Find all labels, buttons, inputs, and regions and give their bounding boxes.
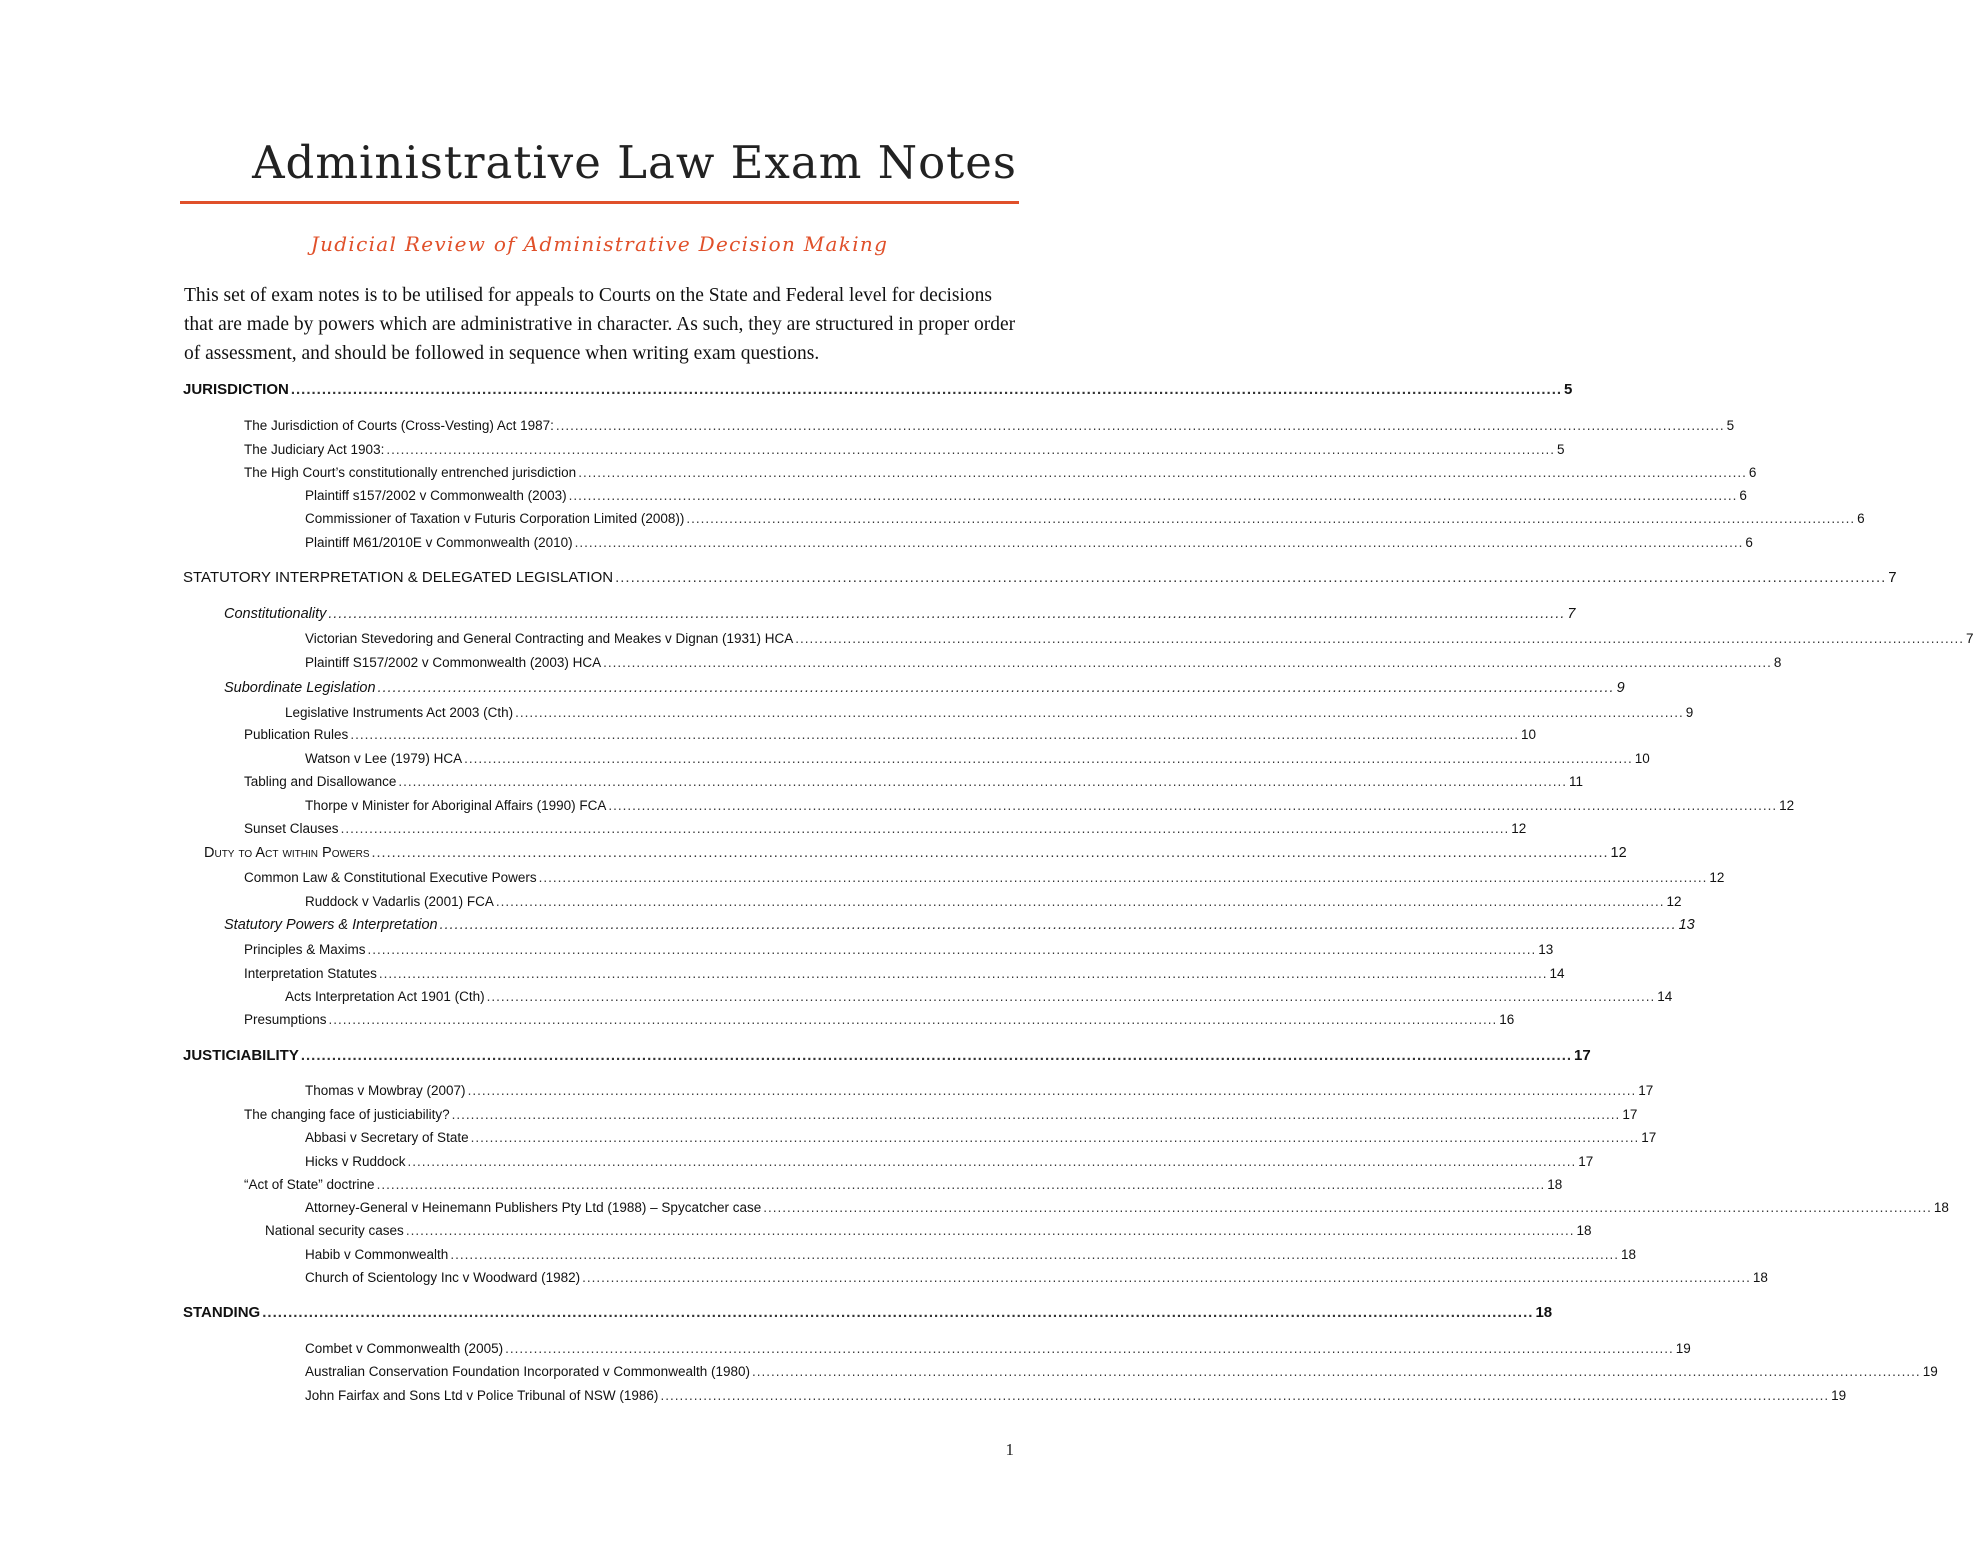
toc-leader-dots: ......................................................................................................................................................................................................................................................: [582, 1270, 1751, 1285]
toc-entry-page: 7: [1965, 631, 1973, 646]
toc-entry-title: Plaintiff s157/2002 v Commonwealth (2003): [305, 488, 567, 503]
toc-entry-title: Combet v Commonwealth (2005): [305, 1341, 504, 1356]
toc-entry-title: Principles & Maxims: [244, 942, 366, 957]
toc-entry-page: 8: [1773, 655, 1782, 670]
toc-entry[interactable]: [183, 1304, 1553, 1321]
toc-leader-dots: ......................................................................................................................................................................................................................................................: [763, 1200, 1932, 1215]
document-subtitle: Judicial Review of Administrative Decision Making: [310, 232, 889, 256]
toc-entry-title: John Fairfax and Sons Ltd v Police Tribunal of NSW (1986): [305, 1388, 659, 1403]
toc-entry-title: Attorney-General v Heinemann Publishers Pty Ltd (1988) – Spycatcher case: [305, 1200, 762, 1215]
toc-entry-page: 6: [1739, 488, 1747, 503]
toc-entry-page: 18: [1576, 1223, 1592, 1238]
toc-entry-page: 19: [1675, 1341, 1691, 1356]
toc-leader-dots: ......................................................................................................................................................................................................................................................: [290, 381, 1563, 398]
toc-entry-page: 12: [1511, 821, 1527, 836]
toc-entry-page: 5: [1564, 381, 1573, 398]
toc-leader-dots: ......................................................................................................................................................................................................................................................: [300, 1047, 1573, 1064]
toc-entry[interactable]: [244, 1107, 1638, 1122]
toc-leader-dots: ......................................................................................................................................................................................................................................................: [603, 655, 1772, 670]
toc-entry-page: 14: [1549, 966, 1565, 981]
toc-entry[interactable]: [305, 1270, 1768, 1285]
toc-entry[interactable]: [224, 680, 1625, 696]
toc-entry[interactable]: [305, 1388, 1847, 1403]
toc-entry-page: 7: [1567, 606, 1576, 622]
toc-leader-dots: ......................................................................................................................................................................................................................................................: [470, 1130, 1640, 1145]
toc-entry-page: 18: [1933, 1200, 1949, 1215]
toc-entry[interactable]: [244, 418, 1735, 433]
toc-entry-page: 13: [1678, 917, 1695, 933]
toc-entry[interactable]: [244, 465, 1757, 480]
toc-entry-page: 17: [1641, 1130, 1657, 1145]
toc-entry[interactable]: [224, 917, 1695, 933]
toc-leader-dots: ......................................................................................................................................................................................................................................................: [378, 966, 1548, 981]
toc-entry-page: 14: [1657, 989, 1673, 1004]
toc-leader-dots: ......................................................................................................................................................................................................................................................: [752, 1364, 1921, 1379]
toc-entry-page: 6: [1745, 535, 1753, 550]
toc-entry-page: 18: [1547, 1177, 1563, 1192]
toc-entry[interactable]: [305, 1200, 1949, 1215]
toc-entry[interactable]: [305, 631, 1973, 646]
toc-entry-page: 9: [1685, 705, 1694, 720]
toc-leader-dots: ......................................................................................................................................................................................................................................................: [439, 917, 1677, 933]
toc-entry[interactable]: [305, 1130, 1657, 1145]
toc-entry[interactable]: [244, 821, 1527, 836]
toc-entry[interactable]: [204, 845, 1627, 861]
toc-entry-page: 17: [1578, 1154, 1594, 1169]
toc-entry[interactable]: [244, 727, 1537, 742]
toc-entry-page: 6: [1857, 511, 1865, 526]
toc-leader-dots: ......................................................................................................................................................................................................................................................: [450, 1247, 1619, 1262]
toc-entry[interactable]: [244, 966, 1565, 981]
toc-leader-dots: ......................................................................................................................................................................................................................................................: [467, 1083, 1637, 1098]
toc-entry[interactable]: [244, 774, 1584, 789]
toc-entry[interactable]: [305, 1154, 1594, 1169]
toc-entry-page: 12: [1666, 894, 1682, 909]
toc-entry-title: Victorian Stevedoring and General Contracting and Meakes v Dignan (1931) HCA: [305, 631, 794, 646]
toc-entry-page: 11: [1569, 774, 1584, 789]
toc-entry[interactable]: [305, 1083, 1654, 1098]
toc-entry[interactable]: [224, 606, 1576, 622]
toc-entry-title: Acts Interpretation Act 1901 (Cth): [285, 989, 485, 1004]
toc-entry-page: 18: [1621, 1247, 1637, 1262]
toc-leader-dots: ......................................................................................................................................................................................................................................................: [328, 606, 1566, 622]
intro-paragraph: This set of exam notes is to be utilised for appeals to Courts on the State and Federal level for decisions that are made by powers which are administrative in character. As such, they are structured in proper order of assessment, and should be followed in sequence when writing exam questions.: [184, 285, 1016, 364]
toc-leader-dots: ......................................................................................................................................................................................................................................................: [568, 488, 1738, 503]
toc-entry-title: STATUTORY INTERPRETATION & DELEGATED LEGISLATION: [183, 569, 614, 586]
toc-entry-page: 17: [1574, 1047, 1591, 1064]
toc-leader-dots: ......................................................................................................................................................................................................................................................: [615, 569, 1887, 586]
toc-entry-title: Publication Rules: [244, 727, 349, 742]
toc-entry-page: 9: [1616, 680, 1625, 696]
toc-entry-title: Thorpe v Minister for Aboriginal Affairs (1990) FCA: [305, 798, 607, 813]
toc-entry-title: JURISDICTION: [183, 381, 289, 398]
toc-entry[interactable]: [244, 942, 1554, 957]
toc-entry-page: 18: [1535, 1304, 1553, 1321]
toc-entry-title: Watson v Lee (1979) HCA: [305, 751, 463, 766]
toc-entry[interactable]: [265, 1223, 1592, 1238]
page-number: 1: [1005, 1440, 1014, 1459]
toc-entry-title: Statutory Powers & Interpretation: [224, 917, 438, 933]
toc-entry[interactable]: [183, 381, 1573, 398]
toc-entry-title: Presumptions: [244, 1012, 327, 1027]
toc-leader-dots: ......................................................................................................................................................................................................................................................: [371, 845, 1609, 861]
toc-entry-title: Abbasi v Secretary of State: [305, 1130, 469, 1145]
toc-leader-dots: ......................................................................................................................................................................................................................................................: [262, 1304, 1534, 1321]
toc-entry[interactable]: [183, 569, 1897, 586]
toc-entry[interactable]: [305, 511, 1865, 526]
toc-entry[interactable]: [305, 894, 1682, 909]
toc-leader-dots: ......................................................................................................................................................................................................................................................: [350, 727, 1519, 742]
toc-entry-title: Thomas v Mowbray (2007): [305, 1083, 466, 1098]
toc-leader-dots: ......................................................................................................................................................................................................................................................: [340, 821, 1510, 836]
toc-entry-title: Plaintiff S157/2002 v Commonwealth (2003) HCA: [305, 655, 602, 670]
toc-entry[interactable]: [305, 1341, 1691, 1356]
toc-leader-dots: ......................................................................................................................................................................................................................................................: [515, 705, 1684, 720]
toc-entry-page: 10: [1521, 727, 1537, 742]
toc-entry-page: 17: [1638, 1083, 1654, 1098]
toc-leader-dots: ......................................................................................................................................................................................................................................................: [686, 511, 1856, 526]
toc-entry-page: 12: [1779, 798, 1795, 813]
toc-entry-title: Plaintiff M61/2010E v Commonwealth (2010): [305, 535, 573, 550]
toc-leader-dots: ......................................................................................................................................................................................................................................................: [451, 1107, 1621, 1122]
toc-entry-page: 5: [1557, 442, 1565, 457]
toc-leader-dots: ......................................................................................................................................................................................................................................................: [495, 894, 1665, 909]
toc-leader-dots: ......................................................................................................................................................................................................................................................: [328, 1012, 1498, 1027]
toc-leader-dots: ......................................................................................................................................................................................................................................................: [407, 1154, 1577, 1169]
toc-entry[interactable]: [305, 488, 1747, 503]
toc-entry-title: JUSTICIABILITY: [183, 1047, 299, 1064]
toc-entry-title: Australian Conservation Foundation Incorporated v Commonwealth (1980): [305, 1364, 750, 1379]
toc-entry-title: Common Law & Constitutional Executive Powers: [244, 870, 537, 885]
toc-entry-title: Habib v Commonwealth: [305, 1247, 449, 1262]
toc-leader-dots: ......................................................................................................................................................................................................................................................: [578, 465, 1747, 480]
toc-entry[interactable]: [305, 535, 1753, 550]
toc-entry-page: 12: [1610, 845, 1627, 861]
toc-entry[interactable]: [305, 655, 1782, 670]
toc-entry-page: 6: [1748, 465, 1757, 480]
toc-entry-title: The changing face of justiciability?: [244, 1107, 450, 1122]
toc-entry-page: 16: [1499, 1012, 1515, 1027]
toc-leader-dots: ......................................................................................................................................................................................................................................................: [486, 989, 1656, 1004]
document-title: Administrative Law Exam Notes: [252, 136, 1017, 189]
toc-entry-page: 12: [1709, 870, 1725, 885]
toc-entry-title: The High Court’s constitutionally entrenched jurisdiction: [244, 465, 577, 480]
toc-entry-title: “Act of State” doctrine: [244, 1177, 375, 1192]
toc-entry-title: Church of Scientology Inc v Woodward (1982): [305, 1270, 581, 1285]
toc-entry-page: 7: [1888, 569, 1897, 586]
toc-entry-page: 13: [1538, 942, 1554, 957]
toc-entry-title: Constitutionality: [224, 606, 327, 622]
toc-entry-page: 19: [1922, 1364, 1938, 1379]
toc-entry[interactable]: [305, 1364, 1938, 1379]
toc-entry-title: Duty to Act within Powers: [204, 845, 370, 861]
toc-entry-title: Ruddock v Vadarlis (2001) FCA: [305, 894, 494, 909]
toc-leader-dots: ......................................................................................................................................................................................................................................................: [367, 942, 1537, 957]
toc-entry-title: Hicks v Ruddock: [305, 1154, 406, 1169]
toc-entry-title: STANDING: [183, 1304, 261, 1321]
toc-entry-title: The Judiciary Act 1903:: [244, 442, 385, 457]
toc-leader-dots: ......................................................................................................................................................................................................................................................: [376, 1177, 1546, 1192]
toc-entry-page: 17: [1622, 1107, 1638, 1122]
toc-leader-dots: ......................................................................................................................................................................................................................................................: [405, 1223, 1575, 1238]
toc-leader-dots: ......................................................................................................................................................................................................................................................: [538, 870, 1708, 885]
toc-leader-dots: ......................................................................................................................................................................................................................................................: [555, 418, 1725, 433]
toc-entry-title: Interpretation Statutes: [244, 966, 377, 981]
toc-entry[interactable]: [244, 442, 1565, 457]
toc-entry[interactable]: [244, 1177, 1563, 1192]
toc-entry-title: Legislative Instruments Act 2003 (Cth): [285, 705, 514, 720]
toc-entry-title: Subordinate Legislation: [224, 680, 376, 696]
toc-entry-page: 10: [1634, 751, 1650, 766]
toc-entry-title: Sunset Clauses: [244, 821, 339, 836]
toc-entry[interactable]: [285, 705, 1694, 720]
toc-leader-dots: ......................................................................................................................................................................................................................................................: [377, 680, 1615, 696]
toc-entry[interactable]: [305, 1247, 1637, 1262]
toc-entry-page: 19: [1831, 1388, 1847, 1403]
toc-leader-dots: ......................................................................................................................................................................................................................................................: [574, 535, 1744, 550]
toc-leader-dots: ......................................................................................................................................................................................................................................................: [795, 631, 1964, 646]
toc-entry-page: 5: [1726, 418, 1735, 433]
toc-entry-title: National security cases: [265, 1223, 404, 1238]
toc-leader-dots: ......................................................................................................................................................................................................................................................: [386, 442, 1556, 457]
toc-entry-page: 18: [1752, 1270, 1768, 1285]
toc-entry[interactable]: [285, 989, 1673, 1004]
toc-leader-dots: ......................................................................................................................................................................................................................................................: [608, 798, 1778, 813]
toc-entry-title: The Jurisdiction of Courts (Cross-Vesting) Act 1987:: [244, 418, 554, 433]
toc-leader-dots: ......................................................................................................................................................................................................................................................: [398, 774, 1568, 789]
toc-entry[interactable]: [305, 798, 1795, 813]
toc-entry[interactable]: [183, 1047, 1591, 1064]
toc-leader-dots: ......................................................................................................................................................................................................................................................: [505, 1341, 1674, 1356]
toc-entry[interactable]: [305, 751, 1650, 766]
toc-leader-dots: ......................................................................................................................................................................................................................................................: [464, 751, 1633, 766]
toc-entry[interactable]: [244, 870, 1725, 885]
toc-entry-title: Commissioner of Taxation v Futuris Corporation Limited (2008)): [305, 511, 685, 526]
toc-entry[interactable]: [244, 1012, 1515, 1027]
toc-entry-title: Tabling and Disallowance: [244, 774, 397, 789]
toc-leader-dots: ......................................................................................................................................................................................................................................................: [660, 1388, 1830, 1403]
